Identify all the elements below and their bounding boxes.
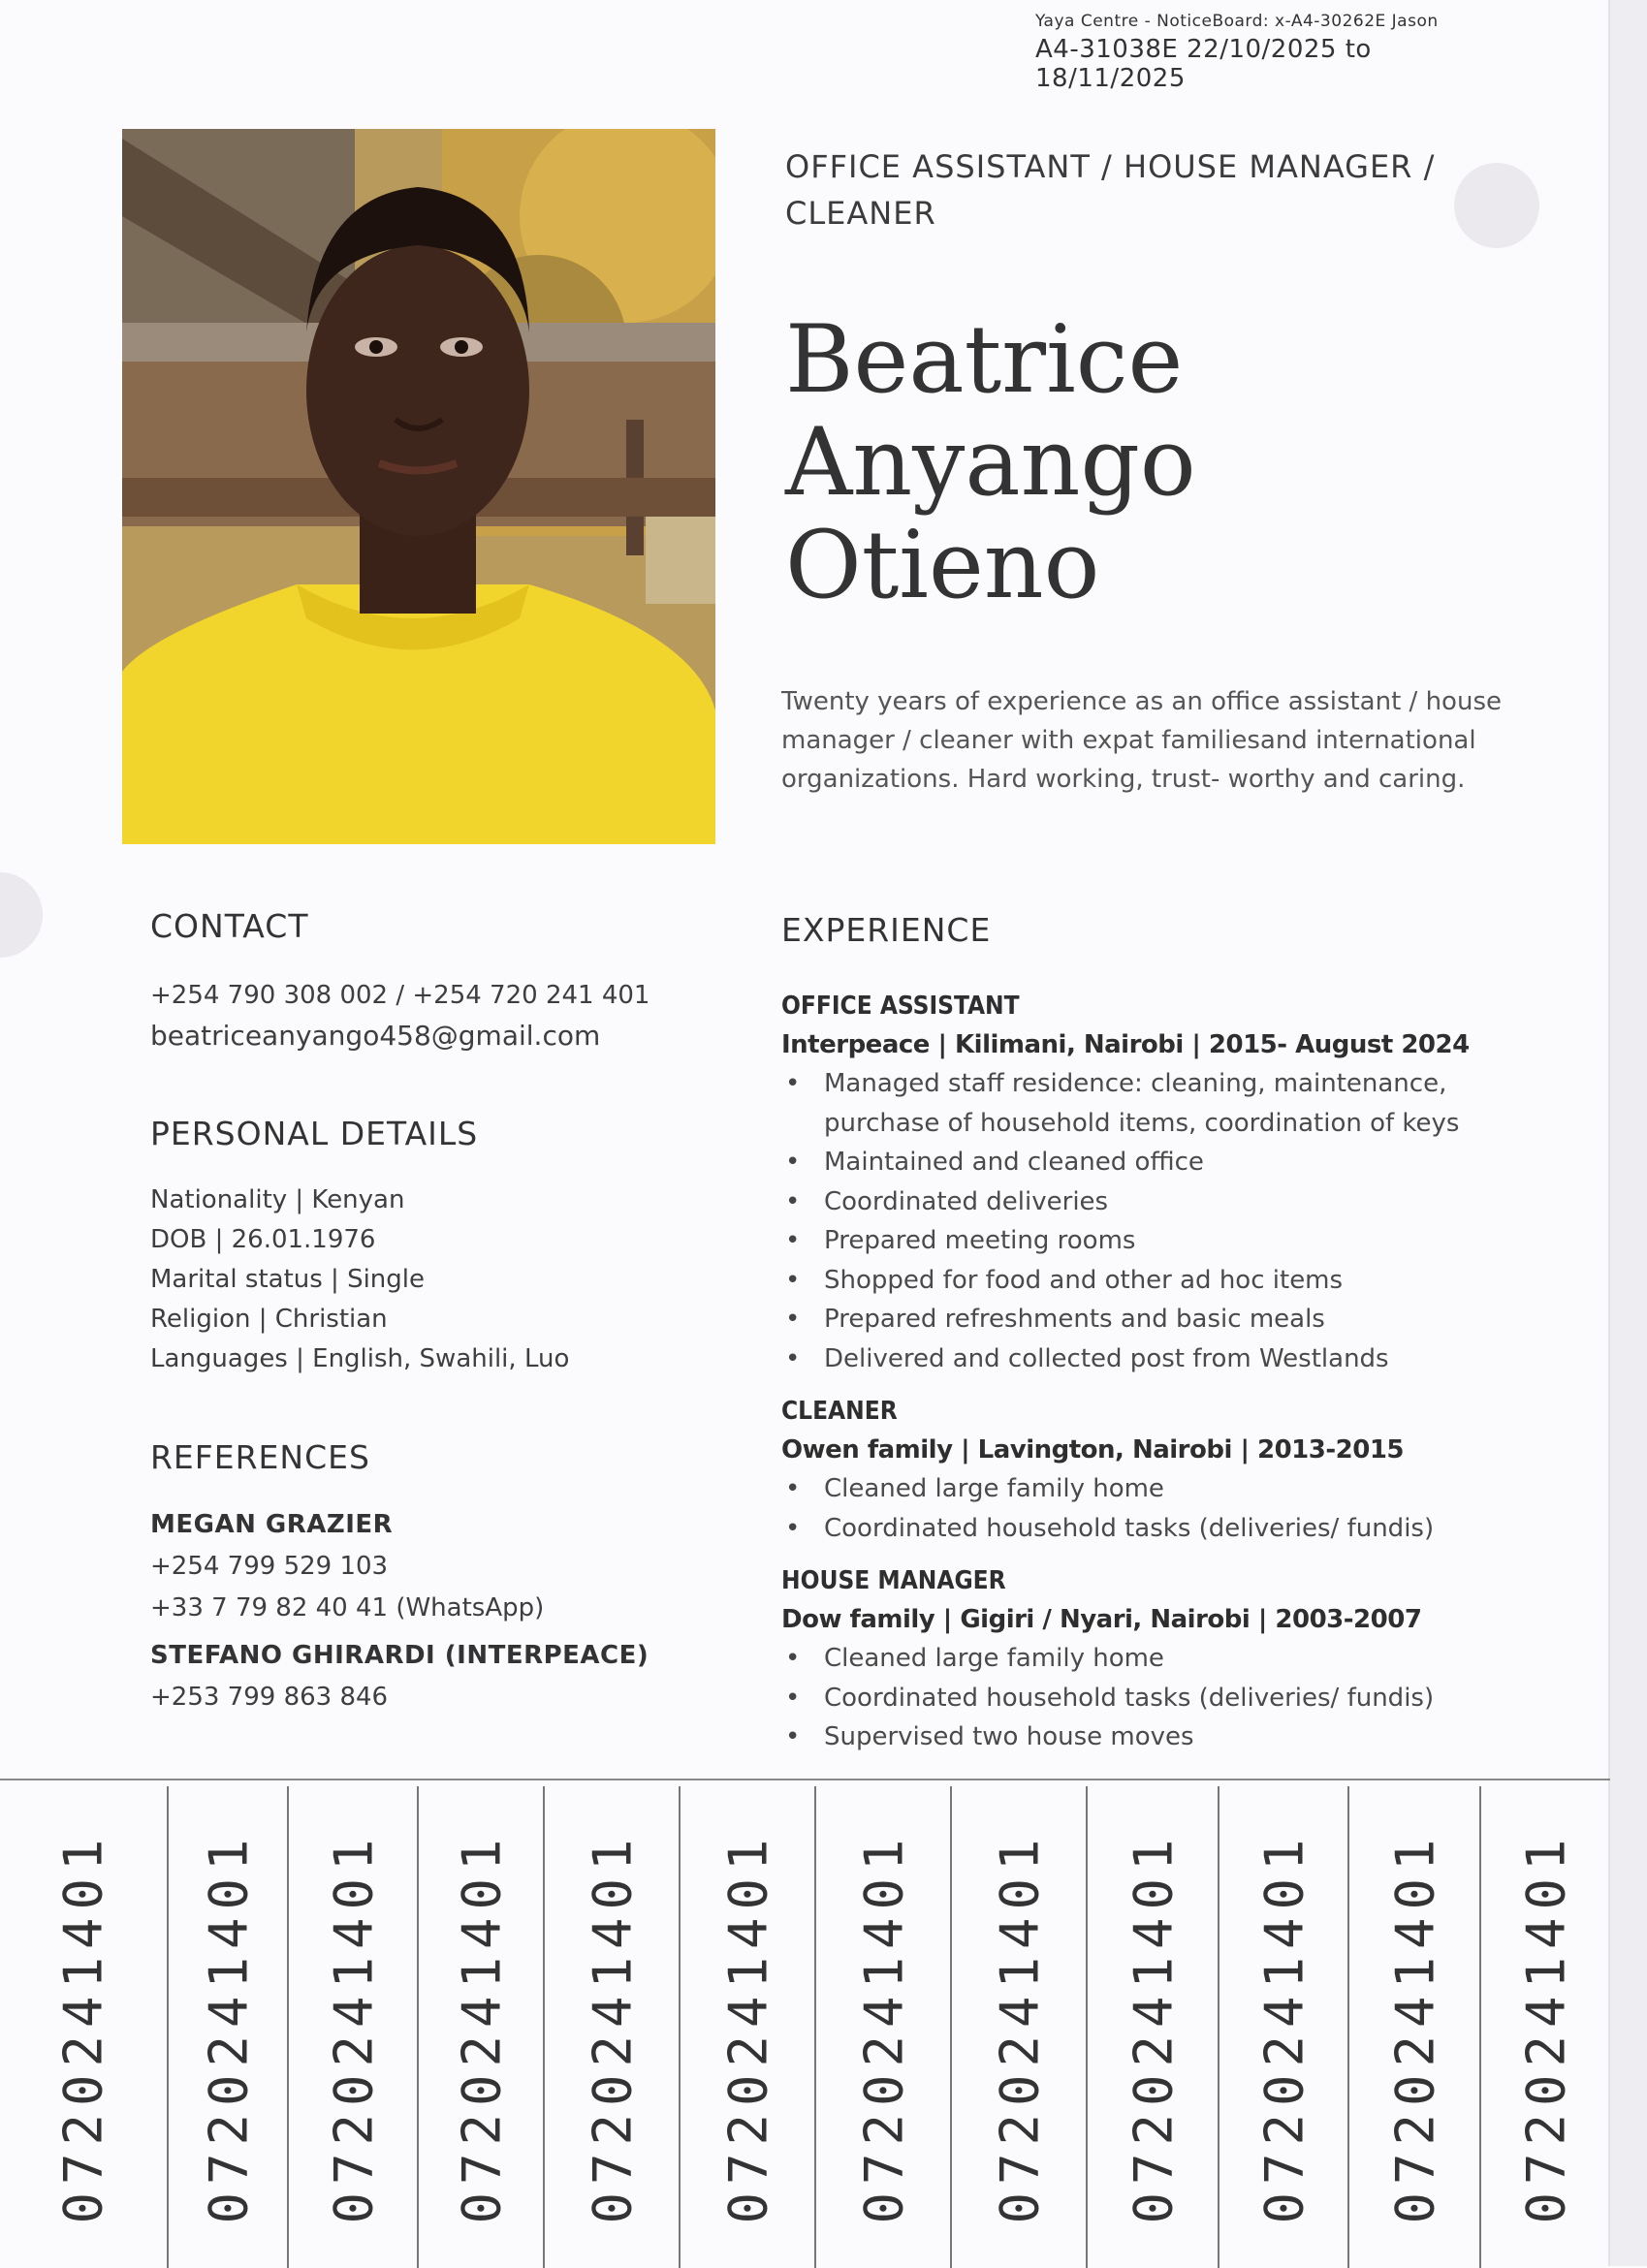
experience-employer: Dow family | Gigiri / Nyari, Nairobi | 2003-2007 xyxy=(781,1605,1422,1634)
experience-bullet: • Prepared refreshments and basic meals xyxy=(781,1300,1557,1339)
personal-detail-item: DOB | 26.01.1976 xyxy=(150,1225,376,1254)
tab-phone-number: 0720241401 xyxy=(717,1830,779,2224)
personal-detail-item: Marital status | Single xyxy=(150,1265,426,1294)
experience-bullet: • Coordinated deliveries xyxy=(781,1182,1557,1222)
tear-off-tab[interactable] xyxy=(287,1786,419,2268)
tab-phone-number: 0720241401 xyxy=(853,1830,915,2224)
job-title xyxy=(785,143,1483,236)
tab-phone-number: 0720241401 xyxy=(1384,1830,1446,2224)
experience-bullet: • Managed staff residence: cleaning, maintenance, purchase of household items, coordination of keys xyxy=(781,1064,1557,1143)
notice-stamp-line1: Yaya Centre - NoticeBoard: x-A4-30262E Jason xyxy=(1035,12,1439,31)
job-title-line1: OFFICE ASSISTANT / HOUSE MANAGER / xyxy=(785,148,1436,185)
contact-email: beatriceanyango458@gmail.com xyxy=(150,1020,601,1052)
experience-role: HOUSE MANAGER xyxy=(781,1566,1006,1595)
tab-phone-number: 0720241401 xyxy=(1515,1830,1577,2224)
experience-role: OFFICE ASSISTANT xyxy=(781,992,1020,1021)
tear-off-tab[interactable] xyxy=(679,1786,816,2268)
reference-phone: +33 7 79 82 40 41 (WhatsApp) xyxy=(150,1593,545,1622)
personal-detail-item: Nationality | Kenyan xyxy=(150,1185,405,1214)
experience-bullet: • Prepared meeting rooms xyxy=(781,1221,1557,1261)
punch-hole xyxy=(0,872,43,958)
personal-details-list xyxy=(150,1181,569,1379)
experience-employer: Interpeace | Kilimani, Nairobi | 2015- August 2024 xyxy=(781,1030,1470,1059)
tear-off-tab[interactable] xyxy=(167,1786,289,2268)
candidate-name xyxy=(785,305,1522,619)
experience-bullet: • Maintained and cleaned office xyxy=(781,1143,1557,1182)
page-edge xyxy=(1608,0,1647,2266)
experience-employer: Owen family | Lavington, Nairobi | 2013-2015 xyxy=(781,1435,1405,1465)
profile-photo xyxy=(122,129,715,844)
middle-name: Anyango xyxy=(785,408,1196,517)
references-heading: REFERENCES xyxy=(150,1438,370,1476)
experience-bullet: • Cleaned large family home xyxy=(781,1469,1557,1509)
personal-detail-item: Languages | English, Swahili, Luo xyxy=(150,1344,570,1373)
contact-heading: CONTACT xyxy=(150,907,309,945)
tab-phone-number: 0720241401 xyxy=(198,1830,260,2224)
tab-phone-number: 0720241401 xyxy=(1253,1830,1315,2224)
references-list xyxy=(150,1504,649,1718)
experience-bullet: • Cleaned large family home xyxy=(781,1639,1557,1679)
tab-phone-number: 0720241401 xyxy=(52,1830,114,2224)
tab-phone-number: 0720241401 xyxy=(989,1830,1051,2224)
experience-bullet: • Shopped for food and other ad hoc items xyxy=(781,1261,1557,1301)
tab-phone-number: 0720241401 xyxy=(323,1830,385,2224)
experience-bullet: • Coordinated household tasks (deliveries/ fundis) xyxy=(781,1509,1557,1549)
contact-block xyxy=(150,976,649,1055)
tab-phone-number: 0720241401 xyxy=(451,1830,513,2224)
notice-stamp-line2: A4-31038E 22/10/2025 to 18/11/2025 xyxy=(1035,35,1372,93)
tear-off-tab[interactable] xyxy=(0,1786,167,2268)
tear-off-phone-tabs xyxy=(0,1779,1610,2268)
job-title-line2: CLEANER xyxy=(785,195,936,232)
personal-details-heading: PERSONAL DETAILS xyxy=(150,1115,479,1152)
experience-role: CLEANER xyxy=(781,1397,898,1426)
experience-bullet: • Supervised two house moves xyxy=(781,1717,1557,1757)
tear-off-tab[interactable] xyxy=(814,1786,952,2268)
last-name: Otieno xyxy=(785,511,1100,619)
notice-board-stamp xyxy=(1035,12,1520,93)
tab-phone-number: 0720241401 xyxy=(582,1830,644,2224)
tab-phone-number: 0720241401 xyxy=(1123,1830,1185,2224)
personal-detail-item: Religion | Christian xyxy=(150,1305,388,1334)
tear-off-tab[interactable] xyxy=(950,1786,1088,2268)
tear-off-tab[interactable] xyxy=(543,1786,681,2268)
tear-off-tab[interactable] xyxy=(1086,1786,1219,2268)
experience-list xyxy=(781,987,1557,1771)
reference-phone: +253 799 863 846 xyxy=(150,1683,389,1712)
experience-bullet: • Delivered and collected post from Westlands xyxy=(781,1339,1557,1379)
tear-off-tab[interactable] xyxy=(1479,1786,1611,2268)
experience-bullet: • Coordinated household tasks (deliveries/ fundis) xyxy=(781,1679,1557,1718)
tear-off-tab[interactable] xyxy=(1347,1786,1481,2268)
tear-off-tab[interactable] xyxy=(417,1786,545,2268)
reference-name: STEFANO GHIRARDI (INTERPEACE) xyxy=(150,1641,649,1670)
reference-name: MEGAN GRAZIER xyxy=(150,1510,394,1539)
experience-entry xyxy=(781,1561,1557,1757)
contact-phones: +254 790 308 002 / +254 720 241 401 xyxy=(150,981,650,1010)
profile-summary: Twenty years of experience as an office assistant / house manager / cleaner with expat familiesand international organizations. Hard working, trust- worthy and caring. xyxy=(781,687,1502,794)
experience-heading: EXPERIENCE xyxy=(781,911,992,949)
experience-entry xyxy=(781,1392,1557,1548)
experience-entry xyxy=(781,987,1557,1378)
reference-phone: +254 799 529 103 xyxy=(150,1552,389,1581)
first-name: Beatrice xyxy=(785,305,1184,414)
tear-off-tab[interactable] xyxy=(1218,1786,1349,2268)
